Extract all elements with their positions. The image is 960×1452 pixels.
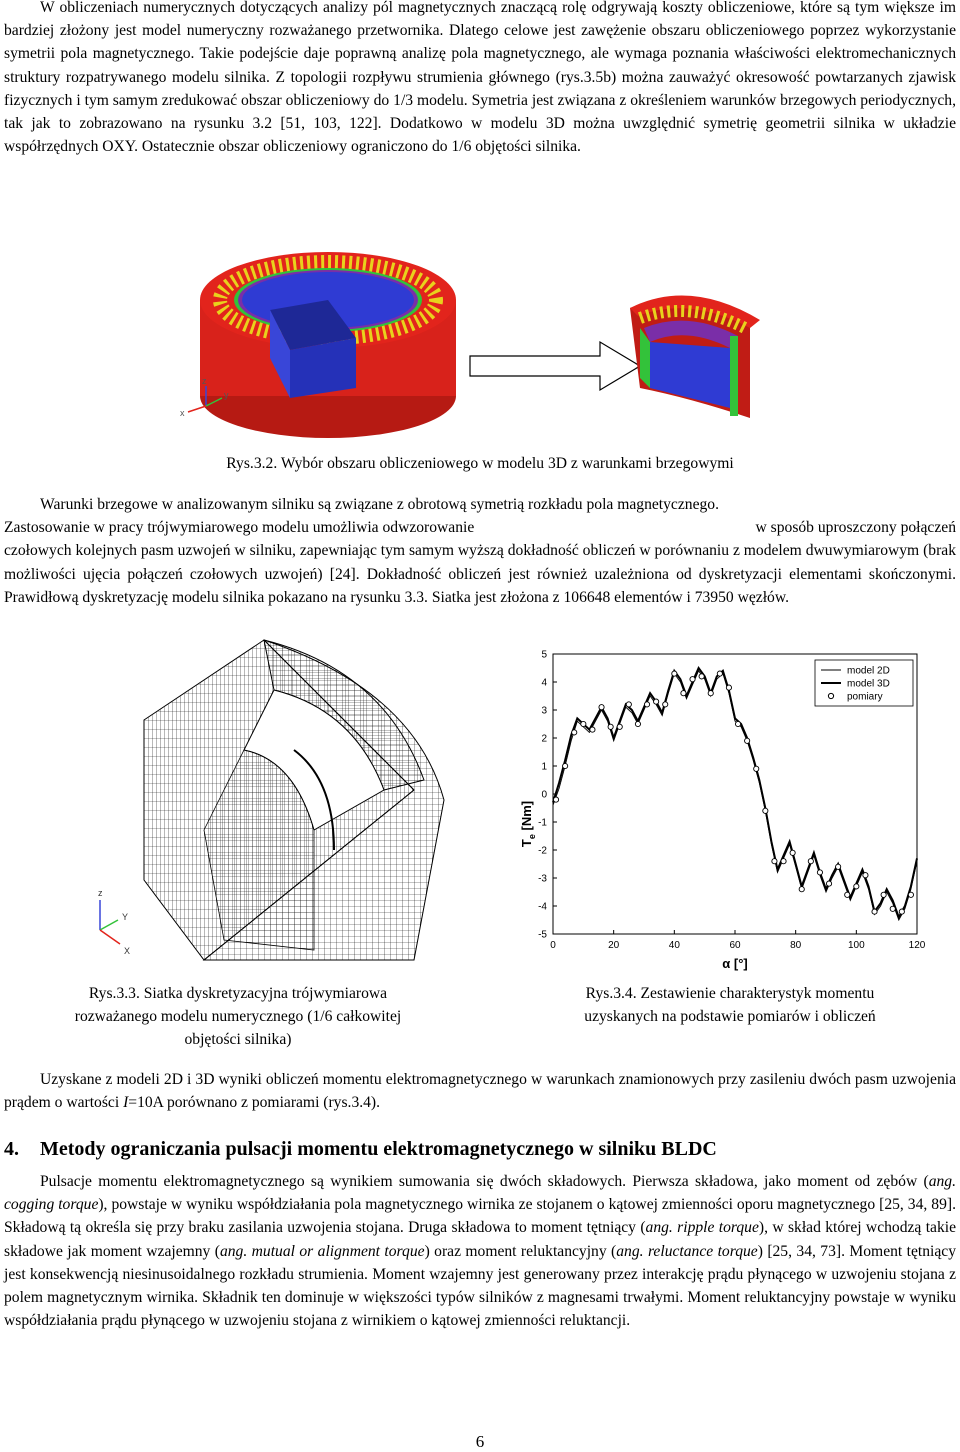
pomiary-point [881,892,886,897]
pomiary-point [763,808,768,813]
figure-3-2 [170,238,810,450]
y-tick-label: 0 [541,789,547,801]
pomiary-point [654,699,659,704]
pomiary-point [690,677,695,682]
paragraph-results [4,1068,956,1114]
pomiary-point [790,850,795,855]
axis-z-label: z [98,888,103,898]
axis-x-label: x [180,408,185,418]
text-fragment: ), powstaje w wyniku współdziałania pola magnetycznego wirnika ze stojanem o kątowej zmienności oporu magnetycznego [25, 34, 89]. Składową tą określa się przy braku zasilania uzwojenia stojana. Druga składowa to moment tętniący ( [4,1196,956,1237]
pomiary-point [599,705,604,710]
x-tick-label: 40 [668,940,680,951]
text-fragment: Pulsacje momentu elektromagnetycznego są wynikiem sumowania się dwóch składowych. Pierwsza składowa, jako moment od zębów ( [40,1173,929,1190]
section-number: 4. [4,1138,19,1160]
axis-y-label: y [224,390,229,400]
text-fragment: ) oraz moment reluktancyjny ( [424,1242,617,1260]
page-number: 6 [475,1432,485,1451]
y-tick-label: -5 [538,929,547,941]
pomiary-point [781,859,786,864]
axes-triad-icon [98,888,130,956]
pomiary-point [626,702,631,707]
y-axis-label-text: T [519,839,534,848]
caption-line: Rys.3.4. Zestawienie charakterystyk momentu [585,985,875,1002]
italic-term: ang. cogging torque [4,1173,956,1214]
paragraph-fragment: Zastosowanie w pracy trójwymiarowego modelu umożliwia odwzorowanie [4,519,475,537]
pomiary-point [808,859,813,864]
pomiary-point [726,685,731,690]
pomiary-point [735,721,740,726]
sixth-motor-model [630,296,760,419]
legend-swatch [828,693,833,698]
chart-y-axis-label [519,801,537,847]
y-tick-label: 4 [541,677,547,689]
y-tick-label: -4 [538,901,547,913]
pomiary-point [663,702,668,707]
y-tick-label: 5 [541,649,547,661]
italic-term: ang. ripple torque [645,1219,759,1237]
mesh-model [144,640,444,960]
y-tick-label: -3 [538,873,547,885]
paragraph-intro: W obliczeniach numerycznych dotyczących analizy pól magnetycznych znaczącą rolę odgrywają koszty obliczeniowe, które są tym większe im bardziej złożony jest model numeryczny rozważanego przetwornika. Dlatego celowe jest zawężenie obszaru obliczeniowego poprzez wykorzystanie symetrii pola magnetycznego. Takie podejście daje poprawną analizę pola magnetycznego, ale wymaga poznania właściwości elektromechanicznych struktury rozpatrywanego modelu silnika. Z topologii rozpływu strumienia głównego (rys.3.5b) można zauważyć okresowość powtarzanych zjawisk fizycznych i tym samym zredukować obszar obliczeniowy do 1/3 modelu. Symetria jest związana z określeniem warunków brzegowych periodycznych, tak jak to zobrazowano na rysunku 3.2 [51, 103, 122]. Dodatkowo w modelu 3D można uwzględnić symetrię geometrii silnika w układzie współrzędnych OXY. Ostatecznie obszar obliczeniowy ograniczono do 1/6 objętości silnika. [4,0,956,156]
pomiary-point [799,887,804,892]
pomiary-point [590,727,595,732]
paragraph-torque-pulsation [4,1170,956,1332]
legend-label: model 2D [847,665,890,677]
pomiary-point [745,738,750,743]
figure-3-4-caption [500,982,960,1028]
y-tick-label: 1 [541,761,547,773]
y-tick-label: 2 [541,733,547,745]
pomiary-point [563,763,568,768]
text-fragment: ), w skład której wchodzą takie składowe jak moment wzajemny ( [4,1219,957,1260]
figure-3-3 [84,630,514,980]
pomiary-point [899,909,904,914]
caption-line: uzyskanych na podstawie pomiarów i obliczeń [584,1008,876,1025]
axis-x-label: X [124,946,131,956]
pomiary-point [717,671,722,676]
axis-y-label: Y [122,912,129,922]
figure-3-3-caption [8,982,468,1051]
italic-term: ang. mutual or alignment torque [219,1242,425,1260]
axis-z-label: z [202,376,207,386]
caption-line: rozważanego modelu numerycznego (1/6 całkowitej [74,1008,402,1025]
pomiary-point [672,671,677,676]
caption-line: Rys.3.3. Siatka dyskretyzacyjna trójwymiarowa [88,985,388,1002]
figure-3-4-chart [515,646,935,976]
legend-label: model 3D [847,678,890,690]
pomiary-point [772,859,777,864]
x-tick-label: 100 [847,940,865,951]
italic-term: ang. reluctance torque [616,1242,758,1260]
paragraph-line: Warunki brzegowe w analizowanym silniku są związane z obrotową symetrią rozkładu pola magnetycznego. [40,496,719,513]
y-axis-label-subscript: e [527,834,537,840]
y-tick-label: -1 [538,817,547,829]
x-tick-label: 60 [729,940,741,951]
x-tick-label: 20 [608,940,620,951]
text-fragment: =10A porównano z pomiarami (rys.3.4). [128,1094,381,1112]
pomiary-point [863,873,868,878]
pomiary-point [608,724,613,729]
text-fragment: Uzyskane z modeli 2D i 3D wyniki obliczeń momentu elektromagnetycznego w warunkach znamionowych przy zasileniu dwóch pasm uzwojenia prądem o wartości [4,1071,956,1112]
y-axis-label-unit: [Nm] [519,800,534,835]
x-tick-label: 80 [790,940,802,951]
pomiary-point [845,892,850,897]
x-tick-label: 0 [550,940,556,951]
section-heading [4,1138,717,1161]
pomiary-point [635,721,640,726]
full-motor-model [200,252,456,438]
caption-line: objętości silnika) [184,1031,292,1048]
pomiary-point [572,730,577,735]
pomiary-point [836,864,841,869]
figure-3-2-caption: Rys.3.2. Wybór obszaru obliczeniowego w modelu 3D z warunkami brzegowymi [226,455,734,472]
section-title: Metody ograniczania pulsacji momentu elektromagnetycznego w silniku BLDC [40,1138,717,1160]
paragraph-line-split [4,516,956,539]
pomiary-point [681,691,686,696]
pomiary-point [581,721,586,726]
y-tick-label: 3 [541,705,547,717]
pomiary-point [826,881,831,886]
pomiary-point [754,766,759,771]
pomiary-point [908,892,913,897]
paragraph-fragment: w sposób uproszczony połączeń [755,519,956,537]
pomiary-point [817,870,822,875]
pomiary-point [699,674,704,679]
pomiary-point [890,906,895,911]
chart-x-axis-label: α [°] [722,956,748,971]
pomiary-point [872,909,877,914]
text-fragment: ) [25, 34, 73]. Moment tętniący jest konsekwencją niesinusoidalnego rozkładu strumienia. Moment wzajemny jest generowany przez interakcję prądu płynącego w uzwojeniu stojana z polem magnetycznym wirnika. Składnik ten dominuje w większości typów silników z magnesami trwałymi. Moment reluktancyjny powstaje w wyniku współdziałania prądu płynącego w uzwojeniu stojana z wirnikiem o kątowej zmienności reluktancji. [4,1242,956,1330]
paragraph-boundary-conditions [4,493,956,609]
pomiary-point [553,797,558,802]
paragraph-rest: czołowych kolejnych pasm uzwojeń w silniku, zapewniając tym samym wyższą dokładność obliczeń w porównaniu z modelem dwuwymiarowym (brak możliwości ujęcia połączeń czołowych uzwojeń) [24]. Dokładność obliczeń jest również uzależniona od dyskretyzacji elementami skończonymi. Prawidłową dyskretyzację modelu silnika pokazano na rysunku 3.3. Siatka jest złożona z 106648 elementów i 73950 węzłów. [4,542,956,606]
arrow-icon [470,342,640,390]
pomiary-point [708,691,713,696]
y-tick-label: -2 [538,845,547,857]
pomiary-point [617,724,622,729]
x-tick-label: 120 [908,940,926,951]
svg-text:Te [Nm] [519,801,537,847]
legend-label: pomiary [847,691,883,703]
variable-current: I [123,1094,129,1112]
series-line-model-2d [553,671,917,920]
pomiary-point [644,702,649,707]
pomiary-point [854,884,859,889]
